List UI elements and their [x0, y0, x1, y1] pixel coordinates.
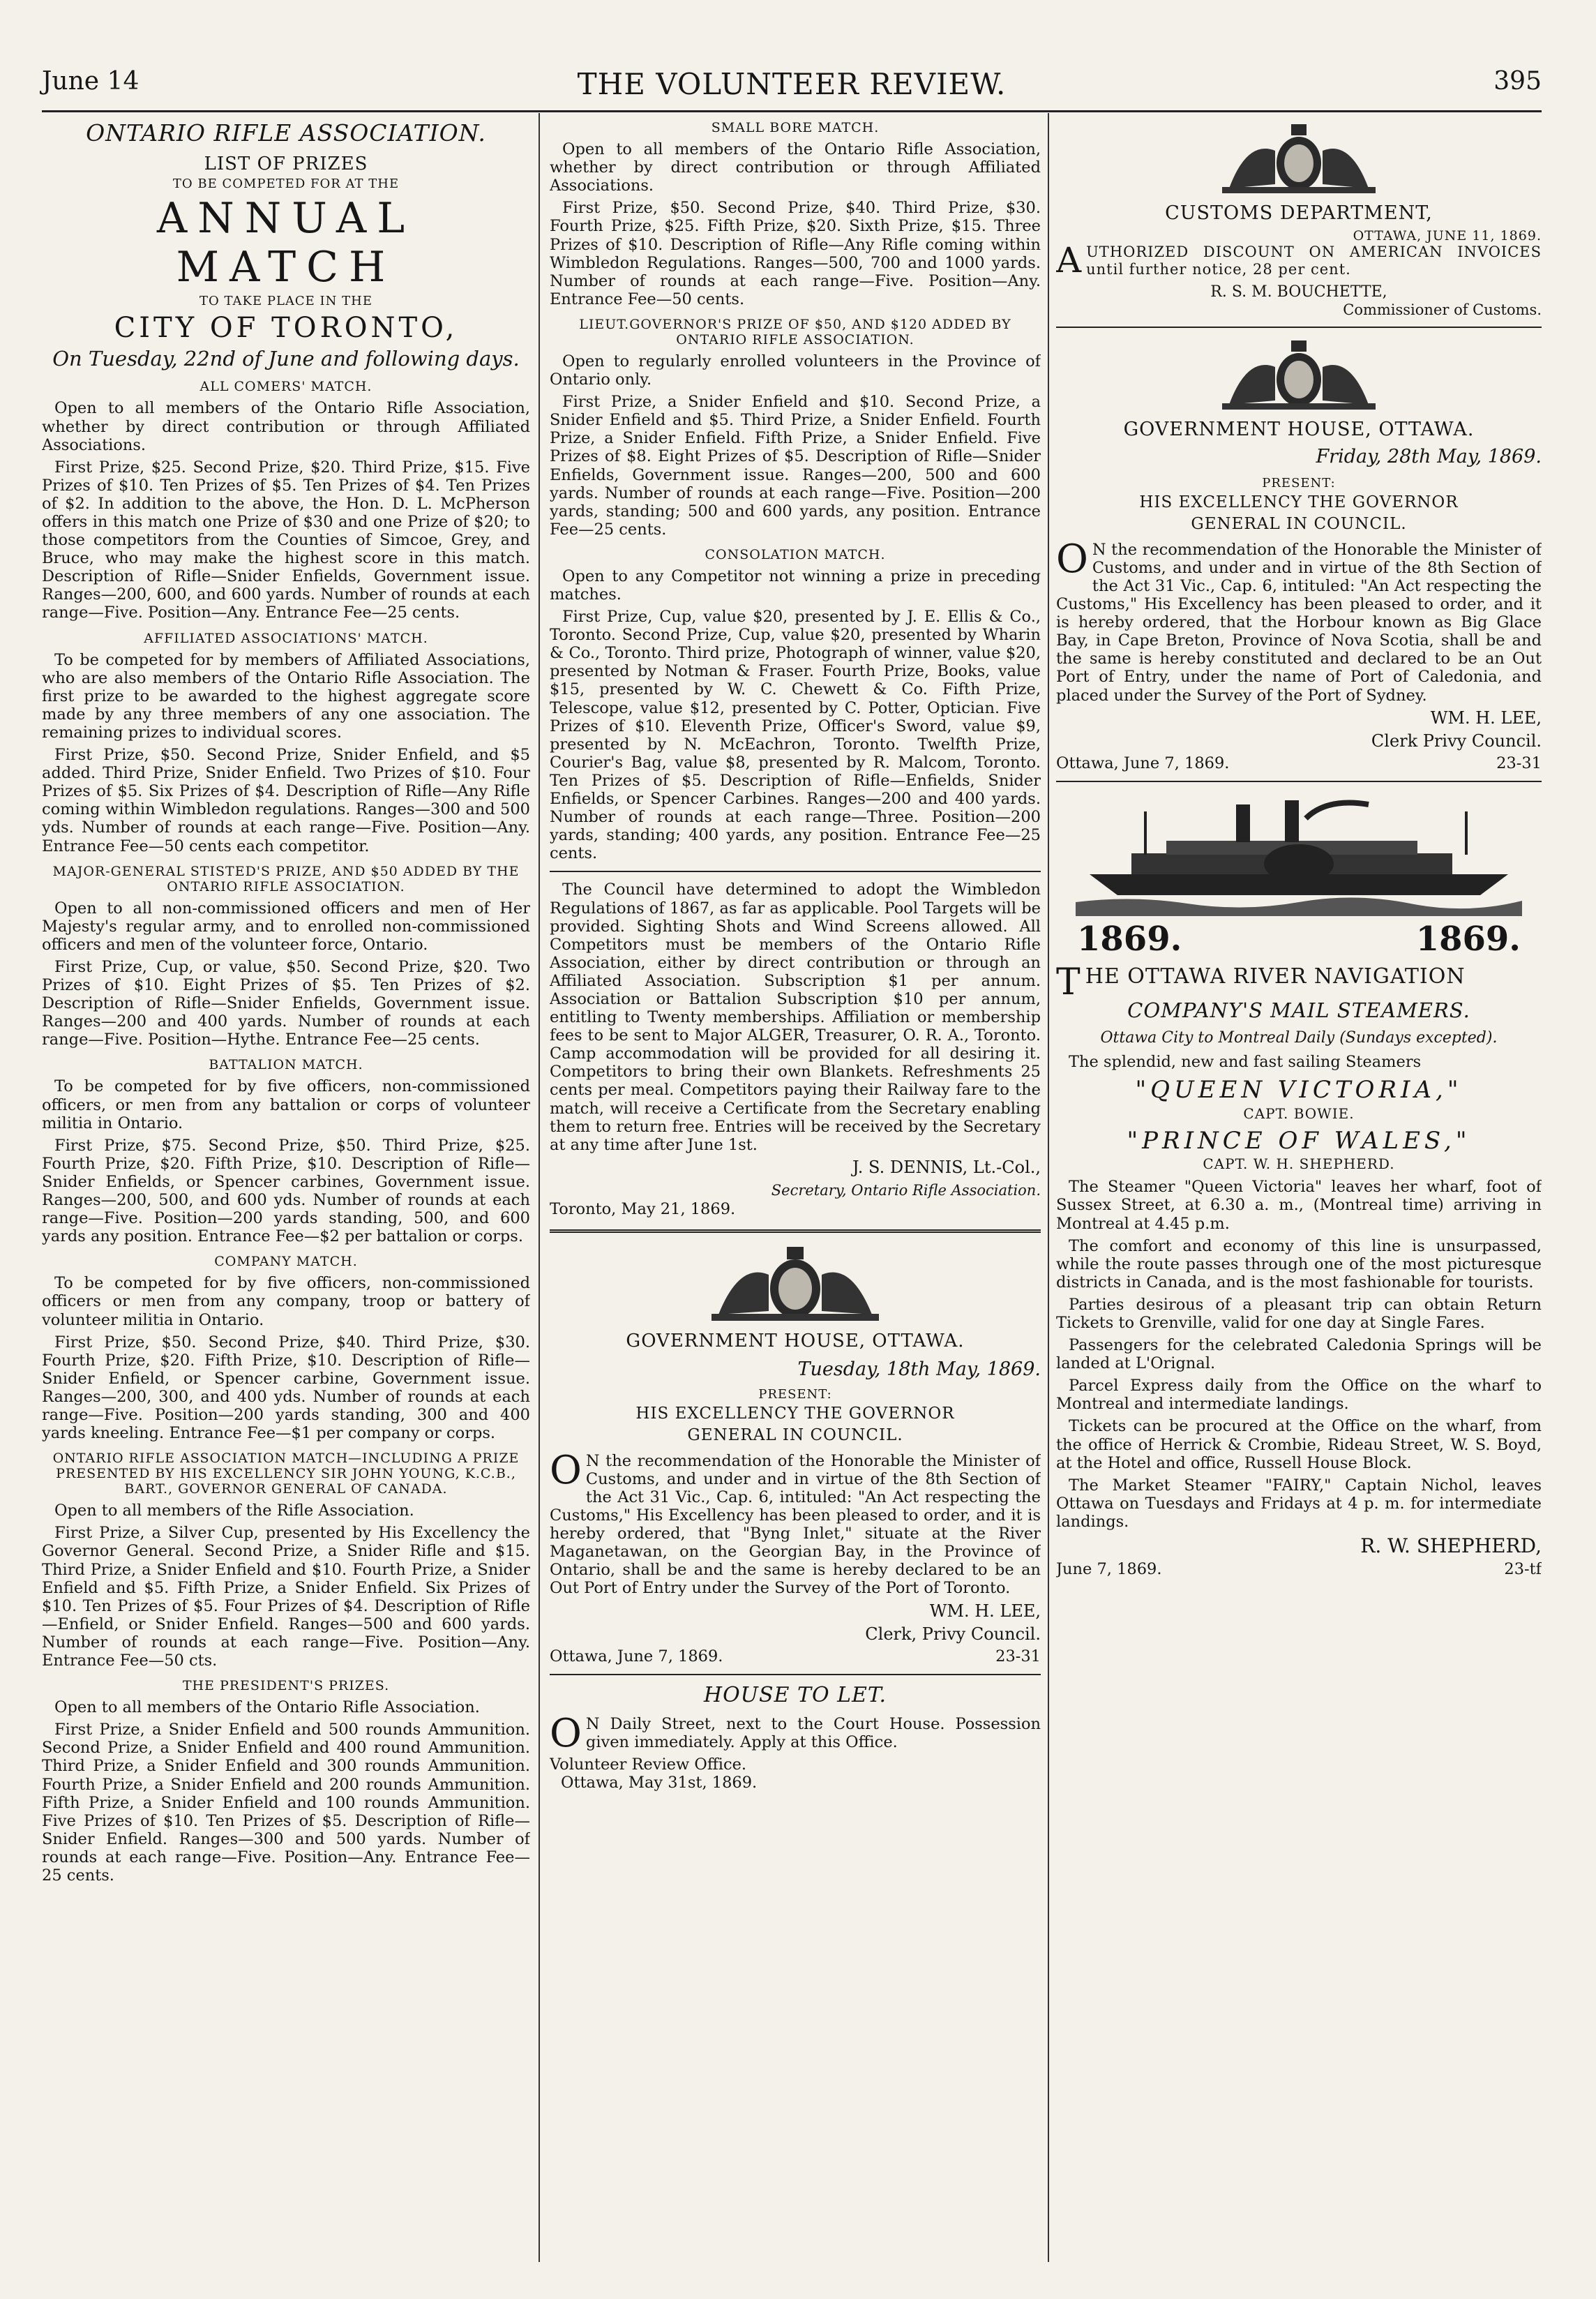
- paragraph: The comfort and economy of this line is unsurpassed, while the route passes through one of the most picturesque districts in Canada, and is the most fashionable for tourists.: [1056, 1236, 1542, 1291]
- signature-date: Toronto, May 21, 1869.: [550, 1200, 736, 1218]
- header-title: THE VOLUNTEER REVIEW.: [577, 67, 1007, 101]
- lee-date: Ottawa, June 7, 1869.: [1056, 754, 1230, 773]
- section-heading: AFFILIATED ASSOCIATIONS' MATCH.: [144, 630, 428, 646]
- drop-cap: O: [1056, 536, 1088, 582]
- gh-order-paragraph: [550, 1447, 1041, 1598]
- lee-date: Ottawa, June 7, 1869.: [550, 1647, 723, 1666]
- paragraph: First Prize, a Silver Cup, presented by His Excellency the Governor General. Second Prize, a Snider Rifle and $15. Third Prize, a Snider Enfield and $10. Fourth Prize, a Snider Enfield and $5. Fifth Prize, a Snider Enfield. Six Prizes of $10. Ten Prizes of $5. Four Prizes of $4. Description of Rifle—Enfield, or Snider Enfield. Ranges—500 and 600 yards. Number of rounds at each range—Five. Position—Any. Entrance Fee—50 cts.: [42, 1524, 530, 1670]
- paragraph: The Market Steamer "FAIRY," Captain Nichol, leaves Ottawa on Tuesdays and Fridays at 4 p. m. for intermediate landings.: [1056, 1476, 1542, 1531]
- lee-title: Clerk, Privy Council.: [865, 1624, 1041, 1645]
- paragraph: Passengers for the celebrated Caledonia Springs will be landed at L'Orignal.: [1056, 1336, 1542, 1373]
- header-page-number: 395: [1493, 67, 1542, 96]
- shepherd-date: June 7, 1869.: [1056, 1560, 1162, 1579]
- paragraph: First Prize, $25. Second Prize, $20. Third Prize, $15. Five Prizes of $10. Ten Prizes of $5. Ten Prizes of $4. Ten Prizes of $2. In addition to the above, the Hon. D. L. McPherson offers in this match one Prize of $30 and one Prize of $20; to those competitors from the Counties of Simcoe, Grey, and Bruce, who may make the highest score in this match. Description of Rifle—Snider Enfields, Government issue. Ranges—200, 600, and 600 yards. Number of rounds at each range—Five. Position—Any. Entrance Fee—25 cents.: [42, 458, 530, 622]
- signature-title: Secretary, Ontario Rifle Association.: [771, 1181, 1041, 1199]
- paragraph: The Steamer "Queen Victoria" leaves her wharf, foot of Sussex Street, at 6.30 a. m., (Montreal time) arriving in Montreal at 4.45 p.m.: [1056, 1178, 1542, 1233]
- header-date: June 14: [42, 67, 140, 96]
- ora-to-be-competed: TO BE COMPETED FOR AT THE: [172, 177, 400, 192]
- lee-dated-line: [550, 1647, 1041, 1665]
- paragraph: First Prize, a Snider Enfield and $10. Second Prize, a Snider Enfield and $5. Third Prize, a Snider Enfield. Fourth Prize, a Snider Enfield. Fifth Prize, a Snider Enfield. Five Prizes of $8. Eight Prizes of $5. Description of Rifle—Snider Enfields, Government issue. Ranges—200, 500 and 600 yards. Number of rounds at each range—Five. Position—200 yards, standing; 500 and 600 yards, any position. Entrance Fee—25 cents.: [550, 393, 1041, 539]
- paragraph: Open to any Competitor not winning a prize in preceding matches.: [550, 567, 1041, 604]
- captain-bowie: CAPT. BOWIE.: [1243, 1104, 1355, 1122]
- house-paragraph: [550, 1711, 1041, 1757]
- paragraph: Parcel Express daily from the Office on the wharf to Montreal and intermediate landings.: [1056, 1377, 1542, 1414]
- paragraph: Parties desirous of a pleasant trip can obtain Return Tickets to Grenville, valid for one day at Single Fares.: [1056, 1295, 1542, 1332]
- navigation-title: [1056, 961, 1542, 1004]
- royal-arms-icon: [691, 1241, 900, 1325]
- section-heading: SMALL BORE MATCH.: [711, 120, 880, 135]
- paragraph: Open to all non-commissioned officers and men of Her Majesty's regular army, and to enrolled non-commissioned officers and men of the volunteer force, Ontario.: [42, 899, 530, 954]
- divider: [550, 871, 1041, 872]
- paragraph: Open to all members of the Rifle Association.: [54, 1502, 414, 1520]
- drop-cap: O: [550, 1447, 582, 1493]
- mail-steamers-title: COMPANY'S MAIL STEAMERS.: [1127, 998, 1470, 1022]
- section-heading: THE PRESIDENT'S PRIZES.: [182, 1678, 390, 1694]
- steamer-queen-victoria: "QUEEN VICTORIA,": [1135, 1076, 1463, 1104]
- drop-cap: A: [1056, 240, 1083, 281]
- drop-cap: T: [1056, 961, 1081, 1004]
- paragraph: First Prize, $75. Second Prize, $50. Third Prize, $25. Fourth Prize, $20. Fifth Prize, $10. Description of Rifle—Snider Enfields, or Spencer carbines, Government issue. Ranges—200, 500, and 600 yds. Number of rounds at each range—Five. Position—200 yards standing, 500, and 600 yards any position. Entrance Fee—$2 per battalion or corps.: [42, 1136, 530, 1246]
- royal-arms-icon: [1201, 120, 1396, 197]
- section-heading: LIEUT.GOVERNOR'S PRIZE OF $50, AND $120 ADDED BY ONTARIO RIFLE ASSOCIATION.: [579, 316, 1011, 347]
- column-right: [1056, 120, 1542, 2248]
- shepherd-signature: R. W. SHEPHERD,: [1360, 1534, 1542, 1558]
- drop-cap: O: [550, 1711, 582, 1757]
- paragraph: First Prize, Cup, value $20, presented by J. E. Ellis & Co., Toronto. Second Prize, Cup, value $20, presented by Wharin & Co., Toronto. Third prize, Photograph of winner, value $20, presented by Notman & Fraser. Fourth Prize, Books, value $15, presented by W. C. Chewett & Co. Fifth Prize, Telescope, value $12, presented by C. Potter, Optician. Five Prizes of $10. Eleventh Prize, Officer's Sword, value $9, presented by N. McEachron, Toronto. Twelfth Prize, Courier's Bag, value $8, presented by R. Malcom, Toronto. Ten Prizes of $5. Description of Rifle—Enfields, Snider Enfields, or Spencer Carbines. Ranges—200 and 400 yards. Number of rounds at each range—Three. Position—200 yards, standing; 400 yards, any position. Entrance Fee—25 cents.: [550, 608, 1041, 863]
- gh-present: PRESENT:: [1262, 475, 1336, 490]
- paragraph: First Prize, Cup, or value, $50. Second Prize, $20. Two Prizes of $10. Eight Prizes of $5. Ten Prizes of $2. Description of Rifle—Snider Enfields, Government issue. Ranges—200 and 400 yards. Number of rounds at each range—Five. Position—Hythe. Entrance Fee—25 cents.: [42, 957, 530, 1049]
- lee-signature: WM. H. LEE,: [929, 1601, 1041, 1621]
- paragraph: Open to all members of the Ontario Rifle Association, whether by direct contribution or through Affiliated Associations.: [42, 399, 530, 454]
- paragraph: The splendid, new and fast sailing Steamers: [1069, 1052, 1422, 1071]
- divider: [1056, 781, 1542, 782]
- paragraph: To be competed for by five officers, non-commissioned officers, or men from any battalion or corps of volunteer militia in Ontario.: [42, 1077, 530, 1132]
- lee-number: 23-31: [1496, 754, 1542, 773]
- paragraph: First Prize, $50. Second Prize, $40. Third Prize, $30. Fourth Prize, $25. Fifth Prize, $20. Sixth Prize, $15. Three Prizes of $10. Description of Rifle—Any Rifle coming within Wimbledon Regulations. Ranges—500, 700 and 1000 yards. Number of rounds at each range—Five. Position—Any. Entrance Fee—50 cents.: [550, 199, 1041, 308]
- year-banner: [1077, 920, 1521, 959]
- gh-order-text: N the recommendation of the Honorable the Minister of Customs, and under and in virtue of the 8th Section of the Act 31 Vic., Cap. 6, intituled: "An Act respecting the Customs," His Excellency has been pleased to order, and it is hereby ordered, that "Byng Inlet," situate at the River Maganetawan, on the Georgian Bay, in the Province of Ontario, shall be and the same is hereby declared to be an Out Port of Entry under the Survey of the Port of Toronto.: [550, 1451, 1041, 1598]
- customs-notice: [1056, 240, 1542, 281]
- house-signature-line2: Ottawa, May 31st, 1869.: [561, 1774, 758, 1792]
- route: Ottawa City to Montreal Daily (Sundays excepted).: [1100, 1029, 1498, 1047]
- house-signature-line1: Volunteer Review Office.: [550, 1755, 747, 1774]
- paragraph: First Prize, $50. Second Prize, Snider Enfield, and $5 added. Third Prize, Snider Enfield. Two Prizes of $10. Four Prizes of $5. Six Prizes of $4. Description of Rifle—Any Rifle coming within Wimbledon regulations. Ranges—300 and 500 yds. Number of rounds at each range—Five. Position—Any. Entrance Fee—50 cents each competitor.: [42, 746, 530, 855]
- house-to-let-title: HOUSE TO LET.: [703, 1683, 887, 1708]
- royal-arms-icon: [1201, 336, 1396, 413]
- paragraph: First Prize, a Snider Enfield and 500 rounds Ammunition. Second Prize, a Snider Enfield and 400 round Ammunition. Third Prize, a Snider Enfield and 300 rounds Ammunition. Fourth Prize, a Snider Enfield and 200 rounds Ammunition. Fifth Prize, a Snider Enfield and 100 rounds Ammunition. Five Prizes of $10. Ten Prizes of $5. Description of Rifle—Snider Enfield. Ranges—300 and 500 yards. Number of rounds at each range—Five. Position—Any. Entrance Fee—25 cents.: [42, 1721, 530, 1885]
- gh-title: GOVERNMENT HOUSE, OTTAWA.: [1123, 418, 1475, 440]
- paragraph: To be competed for by five officers, non-commissioned officers or men from any company, troop or battery of volunteer militia in Ontario.: [42, 1274, 530, 1329]
- gh-excellency-line2: GENERAL IN COUNCIL.: [1191, 515, 1407, 534]
- bouchette-name: R. S. M. BOUCHETTE,: [1210, 283, 1387, 301]
- gh-date: Friday, 28th May, 1869.: [1316, 446, 1542, 468]
- section-heading: MAJOR-GENERAL STISTED'S PRIZE, AND $50 ADDED BY THE ONTARIO RIFLE ASSOCIATION.: [52, 863, 520, 894]
- year-left: 1869.: [1077, 920, 1182, 959]
- gh-date: Tuesday, 18th May, 1869.: [797, 1358, 1041, 1381]
- divider: [550, 1229, 1041, 1233]
- lee-number: 23-31: [995, 1647, 1041, 1666]
- section-heading: CONSOLATION MATCH.: [705, 546, 886, 562]
- paragraph: Tickets can be procured at the Office on the wharf, from the office of Herrick & Crombie, Rideau Street, W. S. Boyd, at the Hotel and office, Russell House Block.: [1056, 1417, 1542, 1472]
- paragraph: To be competed for by members of Affiliated Associations, who are also members of the Ontario Rifle Association. The first prize to be awarded to the highest aggregate score made by any three members of any one association. The remaining prizes to individual scores.: [42, 650, 530, 742]
- ora-dateline: On Tuesday, 22nd of June and following days.: [52, 346, 520, 370]
- column-divider: [1048, 113, 1049, 2262]
- shepherd-dated-line: [1056, 1560, 1542, 1578]
- lee-title: Clerk Privy Council.: [1371, 731, 1542, 751]
- house-text: N Daily Street, next to the Court House. Possession given immediately. Apply at this Office.: [585, 1715, 1041, 1752]
- gh-excellency-line1: HIS EXCELLENCY THE GOVERNOR: [1139, 493, 1459, 512]
- divider: [550, 1674, 1041, 1675]
- shepherd-number: 23-tf: [1504, 1560, 1542, 1579]
- customs-date: OTTAWA, JUNE 11, 1869.: [1353, 228, 1542, 244]
- gh-present: PRESENT:: [758, 1386, 832, 1402]
- ora-city: CITY OF TORONTO,: [114, 312, 458, 345]
- steamship-icon: [1076, 791, 1522, 916]
- paragraph: Open to all members of the Ontario Rifle Association.: [54, 1698, 480, 1717]
- gh-order-paragraph: [1056, 536, 1542, 705]
- ora-to-take-place: TO TAKE PLACE IN THE: [200, 294, 372, 309]
- header-rule: [42, 110, 1542, 112]
- divider: [1056, 327, 1542, 328]
- gh-excellency-line1: HIS EXCELLENCY THE GOVERNOR: [635, 1405, 955, 1423]
- section-heading: ALL COMERS' MATCH.: [200, 379, 372, 395]
- paragraph: Open to all members of the Ontario Rifle Association, whether by direct contribution or through Affiliated Associations.: [550, 140, 1041, 195]
- column-middle: [550, 120, 1041, 2248]
- signature-name: J. S. DENNIS, Lt.-Col.,: [852, 1157, 1041, 1177]
- paragraph: Open to regularly enrolled volunteers in the Province of Ontario only.: [550, 352, 1041, 389]
- lee-signature: WM. H. LEE,: [1430, 707, 1542, 728]
- customs-title: CUSTOMS DEPARTMENT,: [1165, 202, 1433, 224]
- ora-list-of-prizes: LIST OF PRIZES: [204, 153, 368, 175]
- year-right: 1869.: [1415, 920, 1521, 959]
- paragraph: First Prize, $50. Second Prize, $40. Third Prize, $30. Fourth Prize, $20. Fifth Prize, $10. Description of Rifle—Snider Enfield, or Spencer carbine, Government issue. Ranges—200, 300, and 400 yds. Number of rounds at each range—Five. Position—200 yards standing, 300 and 400 yards kneeling. Entrance Fee—$1 per company or corps.: [42, 1333, 530, 1443]
- section-heading: COMPANY MATCH.: [214, 1254, 358, 1270]
- column-left: [42, 120, 530, 2248]
- gh-excellency-line2: GENERAL IN COUNCIL.: [687, 1426, 903, 1445]
- paragraph: The Council have determined to adopt the Wimbledon Regulations of 1867, as far as applicable. Pool Targets will be provided. Sighting Shots and Wind Screens allowed. All Competitors must be members of the Ontario Rifle Association, either by direct contribution or through an Affiliated Association. Subscription $1 per annum. Association or Battalion Subscription $10 per annum, entitling to Twenty memberships. Affiliation or membership fees to be sent to Major ALGER, Treasurer, O. R. A., Toronto. Camp accommodation will be provided for all desiring it. Competitors to bring their own Blankets. Refreshments 25 cents per meal. Competitors paying their Railway fare to the match, will receive a Certificate from the Secretary enabling them to return free. Entries will be received by the Secretary at any time after June 1st.: [550, 881, 1041, 1154]
- lee-dated-line: [1056, 754, 1542, 772]
- captain-shepherd: CAPT. W. H. SHEPHERD.: [1203, 1155, 1395, 1173]
- page-header: [42, 67, 1542, 109]
- gh-order-text: N the recommendation of the Honorable the Minister of Customs, and under and in virtue of the 8th Section of the Act 31 Vic., Cap. 6, intituled: "An Act respecting the Customs," His Excellency has been pleased to order, and it is hereby ordered, that the Horbour known as Big Glace Bay, in Cape Breton, Province of Nova Scotia, shall be and the same is hereby constituted and declared to be an Out Port of Entry, under the name of Port of Caledonia, and placed under the Survey of the Port of Sydney.: [1056, 540, 1542, 705]
- navigation-title-text: HE OTTAWA RIVER NAVIGATION: [1085, 964, 1466, 989]
- ora-title: ONTARIO RIFLE ASSOCIATION.: [86, 120, 486, 147]
- section-heading: BATTALION MATCH.: [209, 1057, 363, 1073]
- ora-annual-match: ANNUAL MATCH: [156, 194, 416, 292]
- column-divider: [539, 113, 540, 2262]
- customs-text: UTHORIZED DISCOUNT ON AMERICAN INVOICES until further notice, 28 per cent.: [1086, 244, 1542, 278]
- section-heading: ONTARIO RIFLE ASSOCIATION MATCH—INCLUDING A PRIZE PRESENTED BY HIS EXCELLENCY SIR JOHN YOUNG, K.C.B., BART., GOVERNOR GENERAL OF CANADA.: [52, 1451, 520, 1497]
- gh-title: GOVERNMENT HOUSE, OTTAWA.: [626, 1331, 965, 1352]
- steamer-prince-of-wales: "PRINCE OF WALES,": [1127, 1126, 1471, 1155]
- bouchette-title: Commissioner of Customs.: [1343, 301, 1542, 318]
